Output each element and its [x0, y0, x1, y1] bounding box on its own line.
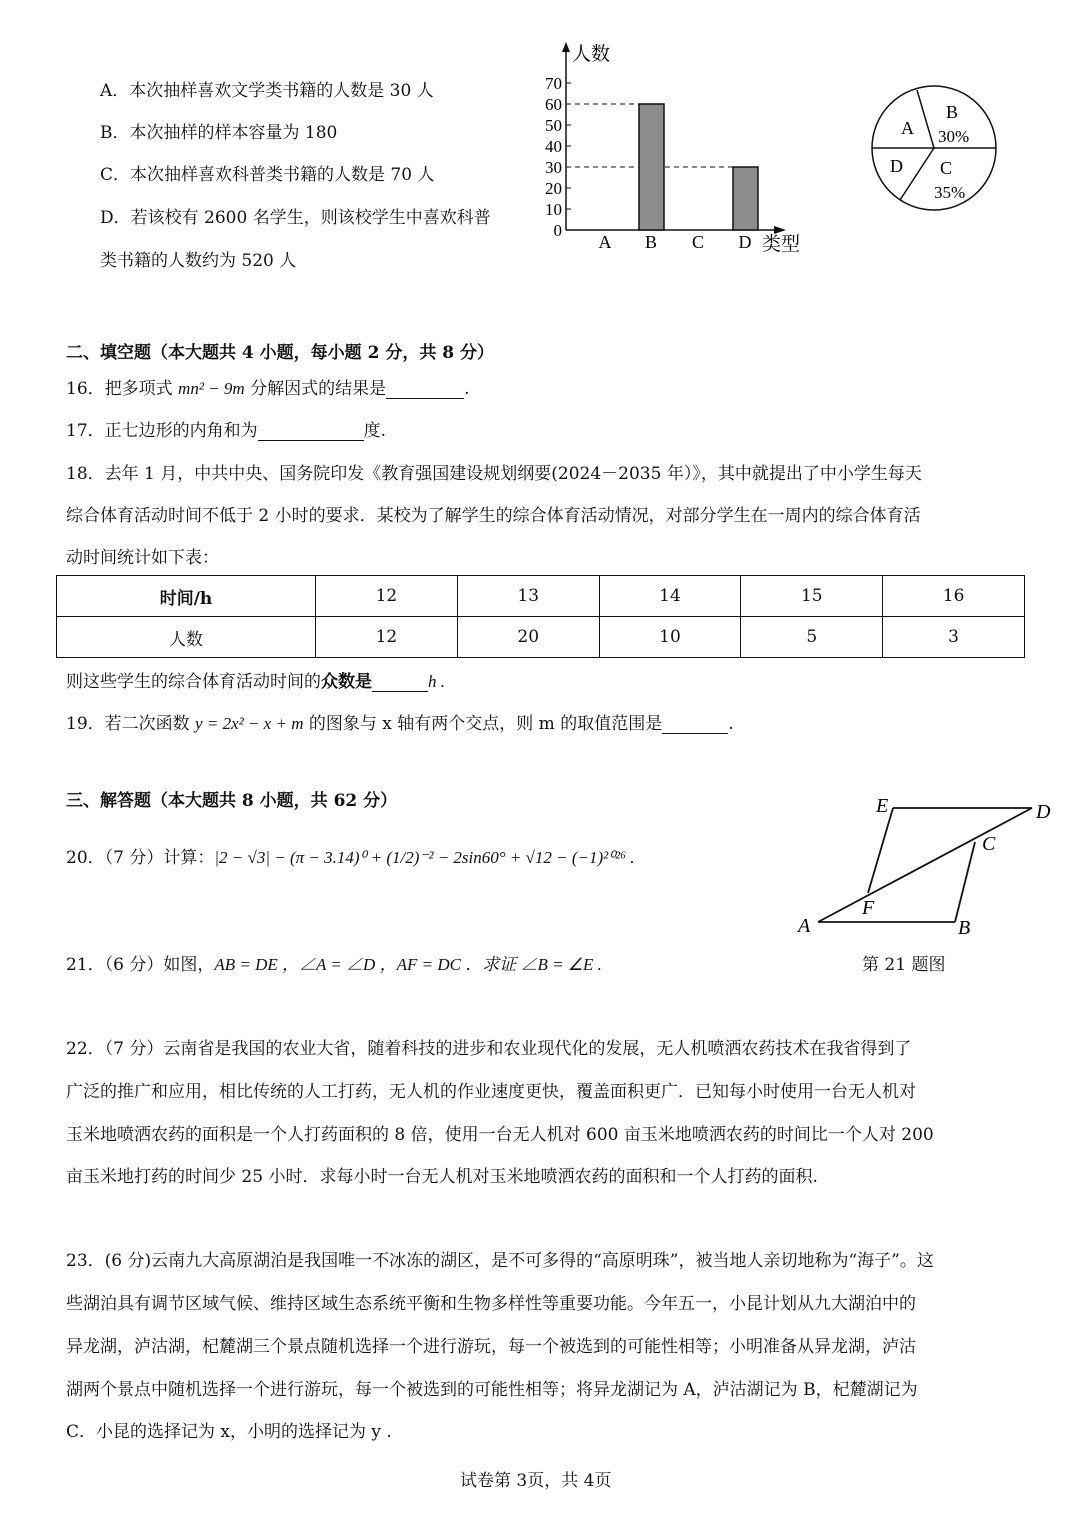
- option-d-cont: 类书籍的人数约为 520 人: [100, 251, 297, 271]
- section-3-heading: 三、解答题（本大题共 8 小题，共 62 分）: [66, 791, 398, 811]
- pie-label-d: D: [890, 156, 903, 176]
- y-tick-label: 60: [545, 95, 562, 114]
- point-a: A: [798, 915, 811, 937]
- geometry-figure: [790, 790, 1060, 940]
- x-tick-label: D: [738, 232, 752, 252]
- point-b: B: [958, 917, 971, 939]
- page-footer: 试卷第 3页，共 4页: [460, 1471, 612, 1491]
- table-row: [57, 576, 1025, 617]
- table-cell: 10: [599, 617, 741, 658]
- y-tick-label: 0: [553, 221, 562, 240]
- point-c: C: [982, 833, 996, 855]
- option-b: B．本次抽样的样本容量为 180: [100, 123, 338, 143]
- x-tick-label: A: [598, 232, 612, 252]
- question-22-line: 广泛的推广和应用，相比传统的人工打药，无人机的作业速度更快，覆盖面积更广．已知每小时使用一台无人机对: [66, 1082, 916, 1102]
- table-cell: 12: [316, 617, 458, 658]
- option-a: A．本次抽样喜欢文学类书籍的人数是 30 人: [100, 81, 434, 101]
- x-tick-label: C: [691, 232, 705, 252]
- table-cell: 14: [599, 576, 741, 617]
- question-19: 19．若二次函数 y = 2x² − x + m 的图象与 x 轴有两个交点，则 m 的取值范围是 .: [66, 714, 734, 734]
- table-cell: 人数: [57, 617, 316, 658]
- question-23-line: C．小昆的选择记为 x，小明的选择记为 y .: [66, 1422, 392, 1442]
- pie-label-c: C: [940, 158, 953, 178]
- question-22-line: 22．（7 分）云南省是我国的农业大省，随着科技的进步和农业现代化的发展，无人机喷洒农药技术在我省得到了: [66, 1039, 912, 1059]
- y-tick-label: 70: [545, 74, 562, 93]
- x-axis-arrow: [774, 226, 786, 234]
- pie-pct-c: 35%: [934, 183, 966, 202]
- table-row: [57, 617, 1025, 658]
- pie-chart: [868, 82, 1004, 216]
- question-16: 16．把多项式 mn² − 9m 分解因式的结果是 .: [66, 379, 470, 399]
- bar-chart: [530, 38, 820, 268]
- section-2-heading: 二、填空题（本大题共 4 小题，每小题 2 分，共 8 分）: [66, 343, 494, 363]
- answer-blank[interactable]: [386, 381, 464, 399]
- pie-divider: [900, 148, 934, 200]
- figure-caption: 第 21 题图: [862, 955, 946, 975]
- question-20: 20．（7 分）计算：|2 − √3| − (π − 3.14)⁰ + (1/2)⁻² − 2sin60° + √12 − (−1)²⁰²⁶ .: [66, 848, 635, 868]
- option-d: D．若该校有 2600 名学生，则该校学生中喜欢科普: [100, 208, 491, 228]
- table-cell: 16: [883, 576, 1025, 617]
- x-axis-label: 类型: [762, 234, 801, 255]
- y-axis-label: 人数: [572, 44, 611, 65]
- bar-D: [733, 167, 758, 230]
- table-cell: 时间/h: [57, 576, 316, 617]
- answer-blank[interactable]: [258, 423, 364, 441]
- y-tick-label: 50: [545, 116, 562, 135]
- question-23-line: 些湖泊具有调节区域气候、维持区域生态系统平衡和生物多样性等重要功能。今年五一，小昆计划从九大湖泊中的: [66, 1294, 916, 1314]
- pie-pct-b: 30%: [938, 127, 970, 146]
- answer-blank[interactable]: [662, 716, 728, 734]
- point-d: D: [1036, 801, 1051, 823]
- question-18-line: 动时间统计如下表：: [66, 548, 219, 568]
- table-cell: 3: [883, 617, 1025, 658]
- table-cell: 13: [457, 576, 599, 617]
- question-22-line: 亩玉米地打药的时间少 25 小时．求每小时一台无人机对玉米地喷洒农药的面积和一个人打药的面积.: [66, 1167, 818, 1187]
- question-18-line: 综合体育活动时间不低于 2 小时的要求．某校为了解学生的综合体育活动情况，对部分学生在一周内的综合体育活: [66, 506, 921, 526]
- y-tick-label: 40: [545, 137, 562, 156]
- answer-blank[interactable]: [372, 674, 428, 692]
- table-cell: 12: [316, 576, 458, 617]
- table-cell: 15: [741, 576, 883, 617]
- question-23-line: 湖两个景点中随机选择一个进行游玩，每一个被选到的可能性相等；将异龙湖记为 A，泸沽湖记为 B，杞麓湖记为: [66, 1380, 918, 1400]
- pie-label-b: B: [946, 102, 959, 122]
- table-cell: 5: [741, 617, 883, 658]
- question-23-line: 异龙湖，泸沽湖，杞麓湖三个景点随机选择一个进行游玩，每一个被选到的可能性相等；小明准备从异龙湖，泸沽: [66, 1337, 916, 1357]
- x-tick-label: B: [644, 232, 658, 252]
- data-table: [56, 575, 1025, 658]
- point-e: E: [876, 795, 889, 817]
- question-18-line: 18．去年 1 月，中共中央、国务院印发《教育强国建设规划纲要(2024－2035 年）》，其中就提出了中小学生每天: [66, 464, 922, 484]
- question-17: 17．正七边形的内角和为 度.: [66, 421, 387, 441]
- point-f: F: [862, 897, 875, 919]
- question-18-tail: 则这些学生的综合体育活动时间的众数是 h .: [66, 672, 445, 692]
- question-22-line: 玉米地喷洒农药的面积是一个人打药面积的 8 倍，使用一台无人机对 600 亩玉米地喷洒农药的时间比一个人对 200: [66, 1125, 934, 1145]
- bar-B: [639, 104, 664, 230]
- y-tick-label: 30: [545, 158, 562, 177]
- pie-divider: [917, 90, 934, 148]
- pie-label-a: A: [901, 118, 914, 138]
- table-cell: 20: [457, 617, 599, 658]
- y-tick-label: 10: [545, 200, 562, 219]
- question-21: 21．（6 分）如图，AB = DE ，∠A = ∠D ，AF = DC ．求证 ∠B = ∠E .: [66, 955, 602, 975]
- option-c: C．本次抽样喜欢科普类书籍的人数是 70 人: [100, 165, 435, 185]
- y-axis-arrow: [562, 42, 570, 52]
- question-23-line: 23．(6 分)云南九大高原湖泊是我国唯一不冰冻的湖区，是不可多得的“高原明珠”，被当地人亲切地称为“海子”。这: [66, 1251, 934, 1271]
- y-tick-label: 20: [545, 179, 562, 198]
